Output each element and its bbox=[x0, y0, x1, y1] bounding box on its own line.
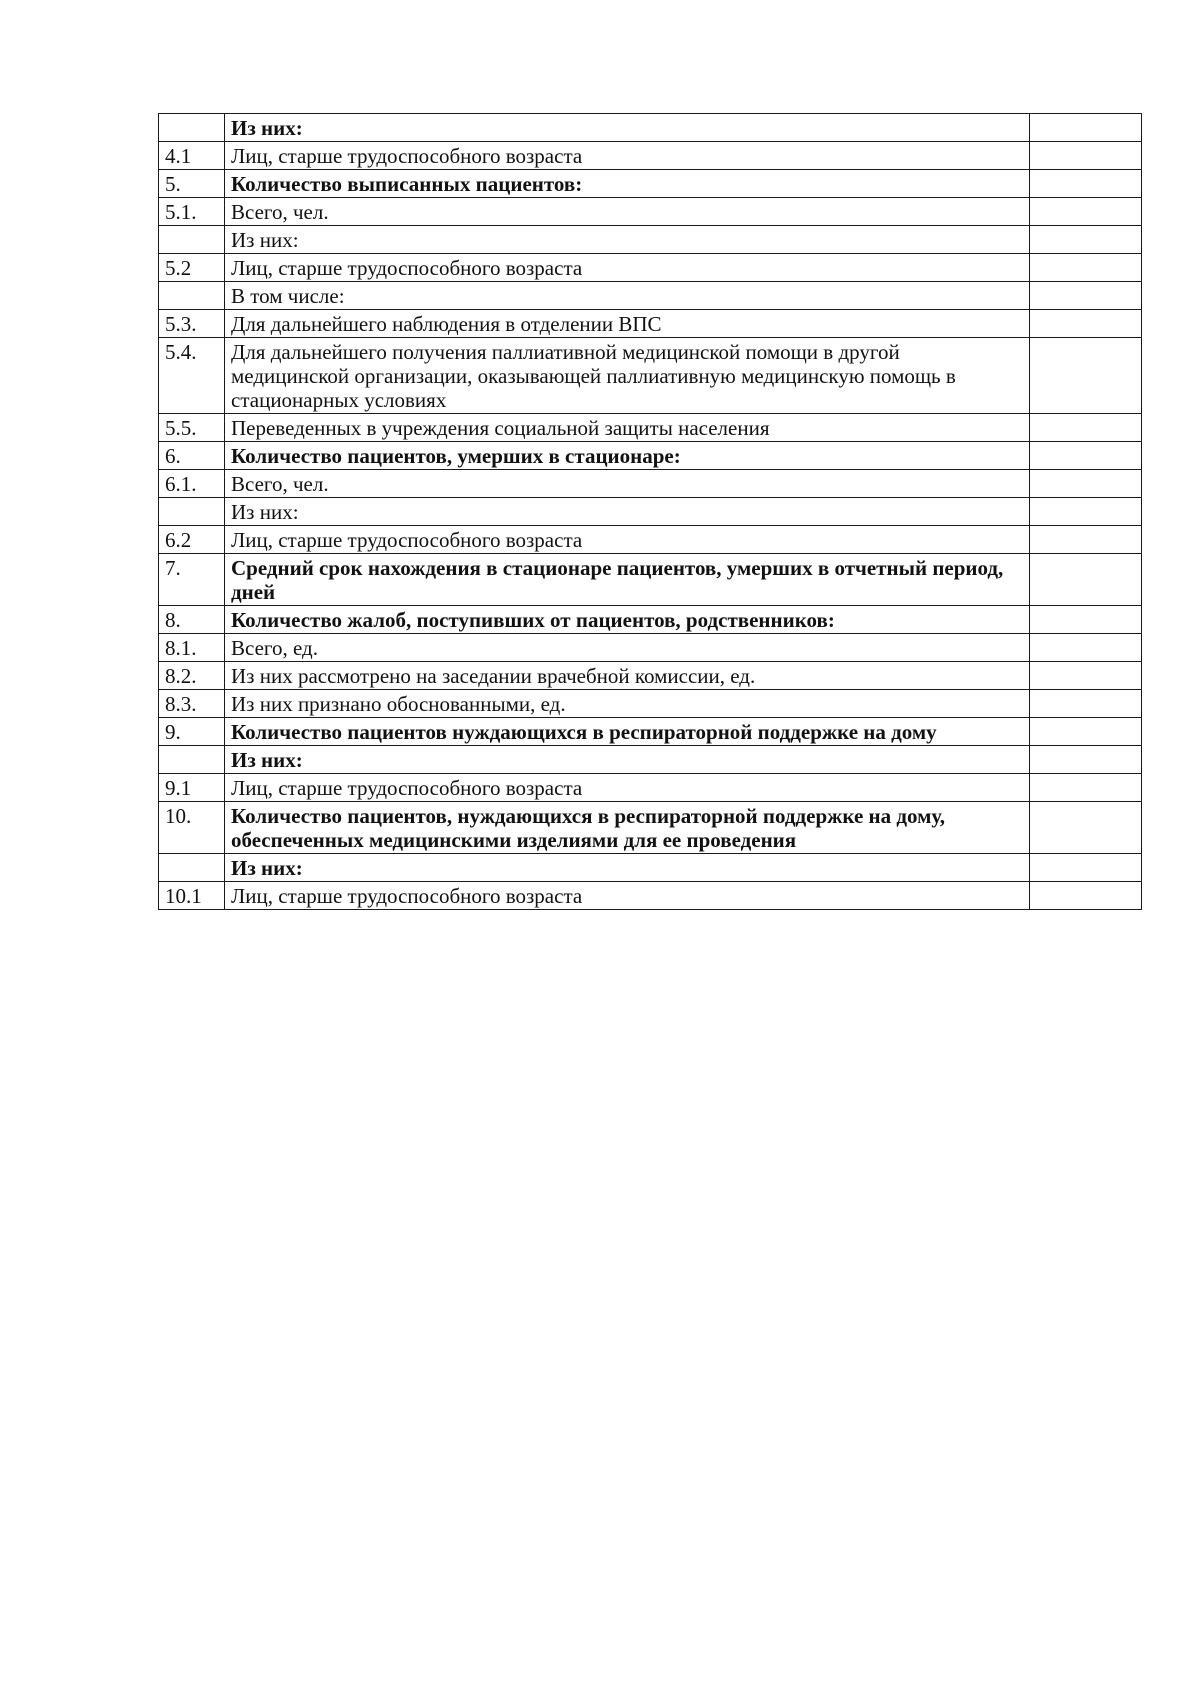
row-indicator: Всего, чел. bbox=[225, 198, 1030, 226]
row-value-cell bbox=[1030, 170, 1142, 198]
table-row bbox=[159, 114, 1142, 142]
row-number bbox=[159, 498, 225, 526]
row-value-cell bbox=[1030, 802, 1142, 854]
row-number bbox=[159, 282, 225, 310]
table-row bbox=[159, 338, 1142, 414]
table-row bbox=[159, 414, 1142, 442]
row-value-cell bbox=[1030, 254, 1142, 282]
row-indicator: Количество пациентов, умерших в стационаре: bbox=[225, 442, 1030, 470]
row-indicator: Из них признано обоснованными, ед. bbox=[225, 690, 1030, 718]
row-number: 9. bbox=[159, 718, 225, 746]
row-number: 7. bbox=[159, 554, 225, 606]
row-number: 8. bbox=[159, 606, 225, 634]
row-number: 8.1. bbox=[159, 634, 225, 662]
row-number: 8.2. bbox=[159, 662, 225, 690]
row-number bbox=[159, 854, 225, 882]
report-table-body bbox=[159, 114, 1142, 910]
row-number: 9.1 bbox=[159, 774, 225, 802]
table-row bbox=[159, 662, 1142, 690]
row-indicator: Из них рассмотрено на заседании врачебной комиссии, ед. bbox=[225, 662, 1030, 690]
row-number bbox=[159, 114, 225, 142]
table-row bbox=[159, 854, 1142, 882]
row-value-cell bbox=[1030, 854, 1142, 882]
row-indicator: Лиц, старше трудоспособного возраста bbox=[225, 526, 1030, 554]
row-indicator: Лиц, старше трудоспособного возраста bbox=[225, 142, 1030, 170]
row-indicator: Лиц, старше трудоспособного возраста bbox=[225, 882, 1030, 910]
row-number: 5.4. bbox=[159, 338, 225, 414]
row-number: 5.1. bbox=[159, 198, 225, 226]
row-value-cell bbox=[1030, 442, 1142, 470]
row-number: 8.3. bbox=[159, 690, 225, 718]
row-value-cell bbox=[1030, 662, 1142, 690]
row-value-cell bbox=[1030, 718, 1142, 746]
report-table bbox=[158, 113, 1142, 910]
row-number bbox=[159, 226, 225, 254]
row-number: 6.1. bbox=[159, 470, 225, 498]
table-row bbox=[159, 554, 1142, 606]
row-value-cell bbox=[1030, 338, 1142, 414]
table-row bbox=[159, 198, 1142, 226]
row-indicator: Переведенных в учреждения социальной защиты населения bbox=[225, 414, 1030, 442]
row-value-cell bbox=[1030, 198, 1142, 226]
table-row bbox=[159, 282, 1142, 310]
table-row bbox=[159, 802, 1142, 854]
row-value-cell bbox=[1030, 142, 1142, 170]
row-value-cell bbox=[1030, 690, 1142, 718]
row-number: 10.1 bbox=[159, 882, 225, 910]
row-value-cell bbox=[1030, 634, 1142, 662]
row-indicator: Для дальнейшего получения паллиативной медицинской помощи в другой медицинской организации, оказывающей паллиативную медицинскую помощь в стационарных условиях bbox=[225, 338, 1030, 414]
row-value-cell bbox=[1030, 882, 1142, 910]
row-indicator: Количество выписанных пациентов: bbox=[225, 170, 1030, 198]
table-row bbox=[159, 882, 1142, 910]
table-row bbox=[159, 470, 1142, 498]
row-value-cell bbox=[1030, 526, 1142, 554]
row-value-cell bbox=[1030, 606, 1142, 634]
table-row bbox=[159, 526, 1142, 554]
row-value-cell bbox=[1030, 774, 1142, 802]
row-indicator: Лиц, старше трудоспособного возраста bbox=[225, 254, 1030, 282]
row-indicator: Для дальнейшего наблюдения в отделении ВПС bbox=[225, 310, 1030, 338]
row-number: 10. bbox=[159, 802, 225, 854]
table-row bbox=[159, 718, 1142, 746]
table-row bbox=[159, 606, 1142, 634]
table-row bbox=[159, 310, 1142, 338]
row-indicator: Из них: bbox=[225, 498, 1030, 526]
row-indicator: Количество пациентов, нуждающихся в респираторной поддержке на дому, обеспеченных медицинскими изделиями для ее проведения bbox=[225, 802, 1030, 854]
row-value-cell bbox=[1030, 282, 1142, 310]
row-indicator: Количество жалоб, поступивших от пациентов, родственников: bbox=[225, 606, 1030, 634]
row-indicator: Из них: bbox=[225, 226, 1030, 254]
table-row bbox=[159, 634, 1142, 662]
table-row bbox=[159, 690, 1142, 718]
row-indicator: Всего, ед. bbox=[225, 634, 1030, 662]
table-row bbox=[159, 774, 1142, 802]
row-indicator: Лиц, старше трудоспособного возраста bbox=[225, 774, 1030, 802]
row-indicator: Средний срок нахождения в стационаре пациентов, умерших в отчетный период, дней bbox=[225, 554, 1030, 606]
row-value-cell bbox=[1030, 470, 1142, 498]
row-number: 5.3. bbox=[159, 310, 225, 338]
row-number: 5.2 bbox=[159, 254, 225, 282]
row-indicator: Всего, чел. bbox=[225, 470, 1030, 498]
table-row bbox=[159, 498, 1142, 526]
row-value-cell bbox=[1030, 310, 1142, 338]
row-indicator: В том числе: bbox=[225, 282, 1030, 310]
table-row bbox=[159, 746, 1142, 774]
row-value-cell bbox=[1030, 746, 1142, 774]
row-value-cell bbox=[1030, 226, 1142, 254]
table-row bbox=[159, 142, 1142, 170]
row-indicator: Количество пациентов нуждающихся в респираторной поддержке на дому bbox=[225, 718, 1030, 746]
row-value-cell bbox=[1030, 114, 1142, 142]
table-row bbox=[159, 170, 1142, 198]
table-row bbox=[159, 254, 1142, 282]
row-number: 6. bbox=[159, 442, 225, 470]
row-indicator: Из них: bbox=[225, 854, 1030, 882]
row-indicator: Из них: bbox=[225, 114, 1030, 142]
row-number: 5. bbox=[159, 170, 225, 198]
row-number: 4.1 bbox=[159, 142, 225, 170]
row-number: 6.2 bbox=[159, 526, 225, 554]
row-value-cell bbox=[1030, 498, 1142, 526]
table-row bbox=[159, 442, 1142, 470]
row-number bbox=[159, 746, 225, 774]
table-row bbox=[159, 226, 1142, 254]
row-number: 5.5. bbox=[159, 414, 225, 442]
row-indicator: Из них: bbox=[225, 746, 1030, 774]
row-value-cell bbox=[1030, 554, 1142, 606]
row-value-cell bbox=[1030, 414, 1142, 442]
